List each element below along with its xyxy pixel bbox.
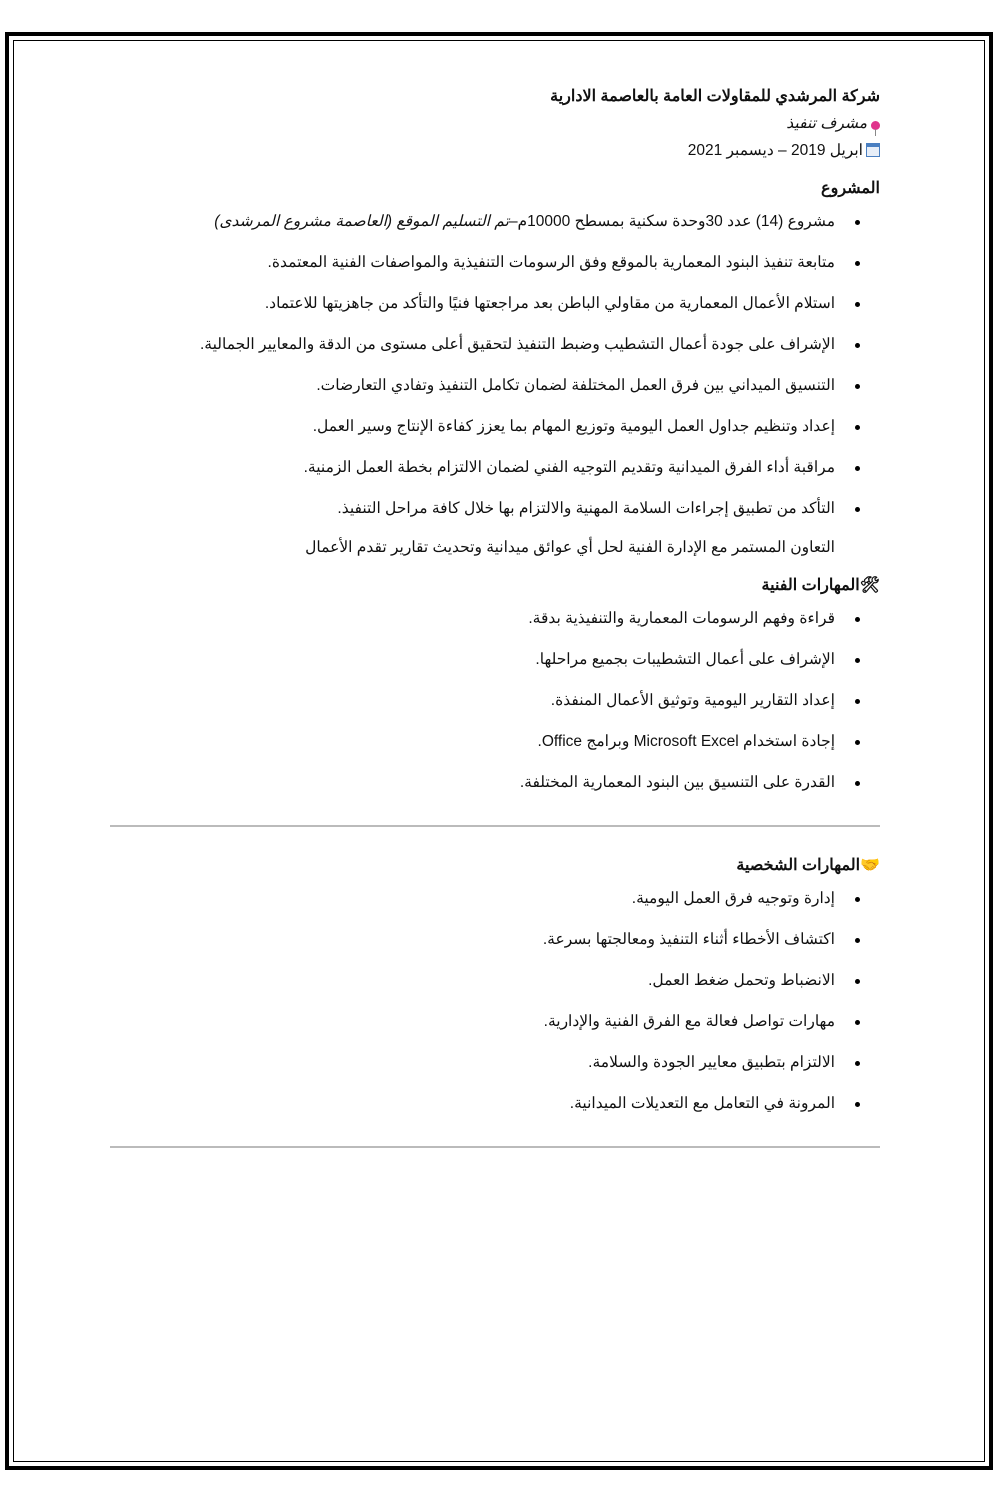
list-item: القدرة على التنسيق بين البنود المعمارية المختلفة. bbox=[110, 771, 880, 795]
personal-skills-heading-row bbox=[110, 855, 880, 875]
project-summary: مشروع (14) عدد 30وحدة سكنية بمسطح 10000م– bbox=[508, 213, 835, 230]
divider bbox=[110, 1146, 880, 1148]
calendar-icon bbox=[866, 143, 880, 157]
list-item: الالتزام بتطبيق معايير الجودة والسلامة. bbox=[110, 1051, 880, 1075]
job-dates: ابريل 2019 – ديسمبر 2021 bbox=[687, 142, 863, 159]
technical-skills-heading-row bbox=[110, 575, 880, 595]
list-item: إعداد وتنظيم جداول العمل اليومية وتوزيع المهام بما يعزز كفاءة الإنتاج وسير العمل. bbox=[110, 415, 880, 439]
company-name: شركة المرشدي للمقاولات العامة بالعاصمة الادارية bbox=[550, 88, 880, 105]
list-item: الإشراف على أعمال التشطيبات بجميع مراحلها. bbox=[110, 648, 880, 672]
project-heading: المشروع bbox=[821, 180, 880, 197]
list-item: إدارة وتوجيه فرق العمل اليومية. bbox=[110, 887, 880, 911]
personal-skills-list bbox=[110, 887, 880, 1116]
list-item: مهارات تواصل فعالة مع الفرق الفنية والإدارية. bbox=[110, 1010, 880, 1034]
list-item: المرونة في التعامل مع التعديلات الميدانية. bbox=[110, 1092, 880, 1116]
list-item: إجادة استخدام Microsoft Excel وبرامج Office. bbox=[110, 730, 880, 754]
divider bbox=[110, 825, 880, 827]
job-role: مشرف تنفيذ bbox=[786, 115, 867, 132]
list-item: التأكد من تطبيق إجراءات السلامة المهنية والالتزام بها خلال كافة مراحل التنفيذ. bbox=[110, 497, 880, 521]
project-summary-italic: تم التسليم الموقع (العاصمة مشروع المرشدى) bbox=[214, 213, 509, 230]
dates-line bbox=[110, 141, 880, 160]
list-item: متابعة تنفيذ البنود المعمارية بالموقع وفق الرسومات التنفيذية والمواصفات الفنية المعتمدة. bbox=[110, 251, 880, 275]
list-item: الإشراف على جودة أعمال التشطيب وضبط التنفيذ لتحقيق أعلى مستوى من الدقة والمعايير الجمالية. bbox=[110, 333, 880, 357]
role-line bbox=[110, 114, 880, 133]
list-item: قراءة وفهم الرسومات المعمارية والتنفيذية بدقة. bbox=[110, 607, 880, 631]
list-item: مراقبة أداء الفرق الميدانية وتقديم التوجيه الفني لضمان الالتزام بخطة العمل الزمنية. bbox=[110, 456, 880, 480]
list-item bbox=[110, 210, 880, 234]
list-item: إعداد التقارير اليومية وتوثيق الأعمال المنفذة. bbox=[110, 689, 880, 713]
personal-skills-heading: المهارات الشخصية bbox=[736, 857, 861, 875]
list-item: اكتشاف الأخطاء أثناء التنفيذ ومعالجتها بسرعة. bbox=[110, 928, 880, 952]
cv-experience-section bbox=[110, 80, 880, 1148]
technical-skills-list bbox=[110, 607, 880, 795]
list-item: التنسيق الميداني بين فرق العمل المختلفة لضمان تكامل التنفيذ وتفادي التعارضات. bbox=[110, 374, 880, 398]
technical-skills-heading: المهارات الفنية bbox=[761, 577, 860, 595]
pin-icon bbox=[871, 121, 880, 130]
project-list bbox=[110, 210, 880, 521]
list-item: استلام الأعمال المعمارية من مقاولي الباطن بعد مراجعتها فنيًا والتأكد من جاهزيتها للاعتماد. bbox=[110, 292, 880, 316]
list-item: الانضباط وتحمل ضغط العمل. bbox=[110, 969, 880, 993]
handshake-icon: 🤝 bbox=[860, 857, 880, 875]
project-trailing-text: التعاون المستمر مع الإدارة الفنية لحل أي عوائق ميدانية وتحديث تقارير تقدم الأعمال bbox=[305, 539, 835, 557]
tools-icon: 🛠 bbox=[859, 577, 880, 595]
